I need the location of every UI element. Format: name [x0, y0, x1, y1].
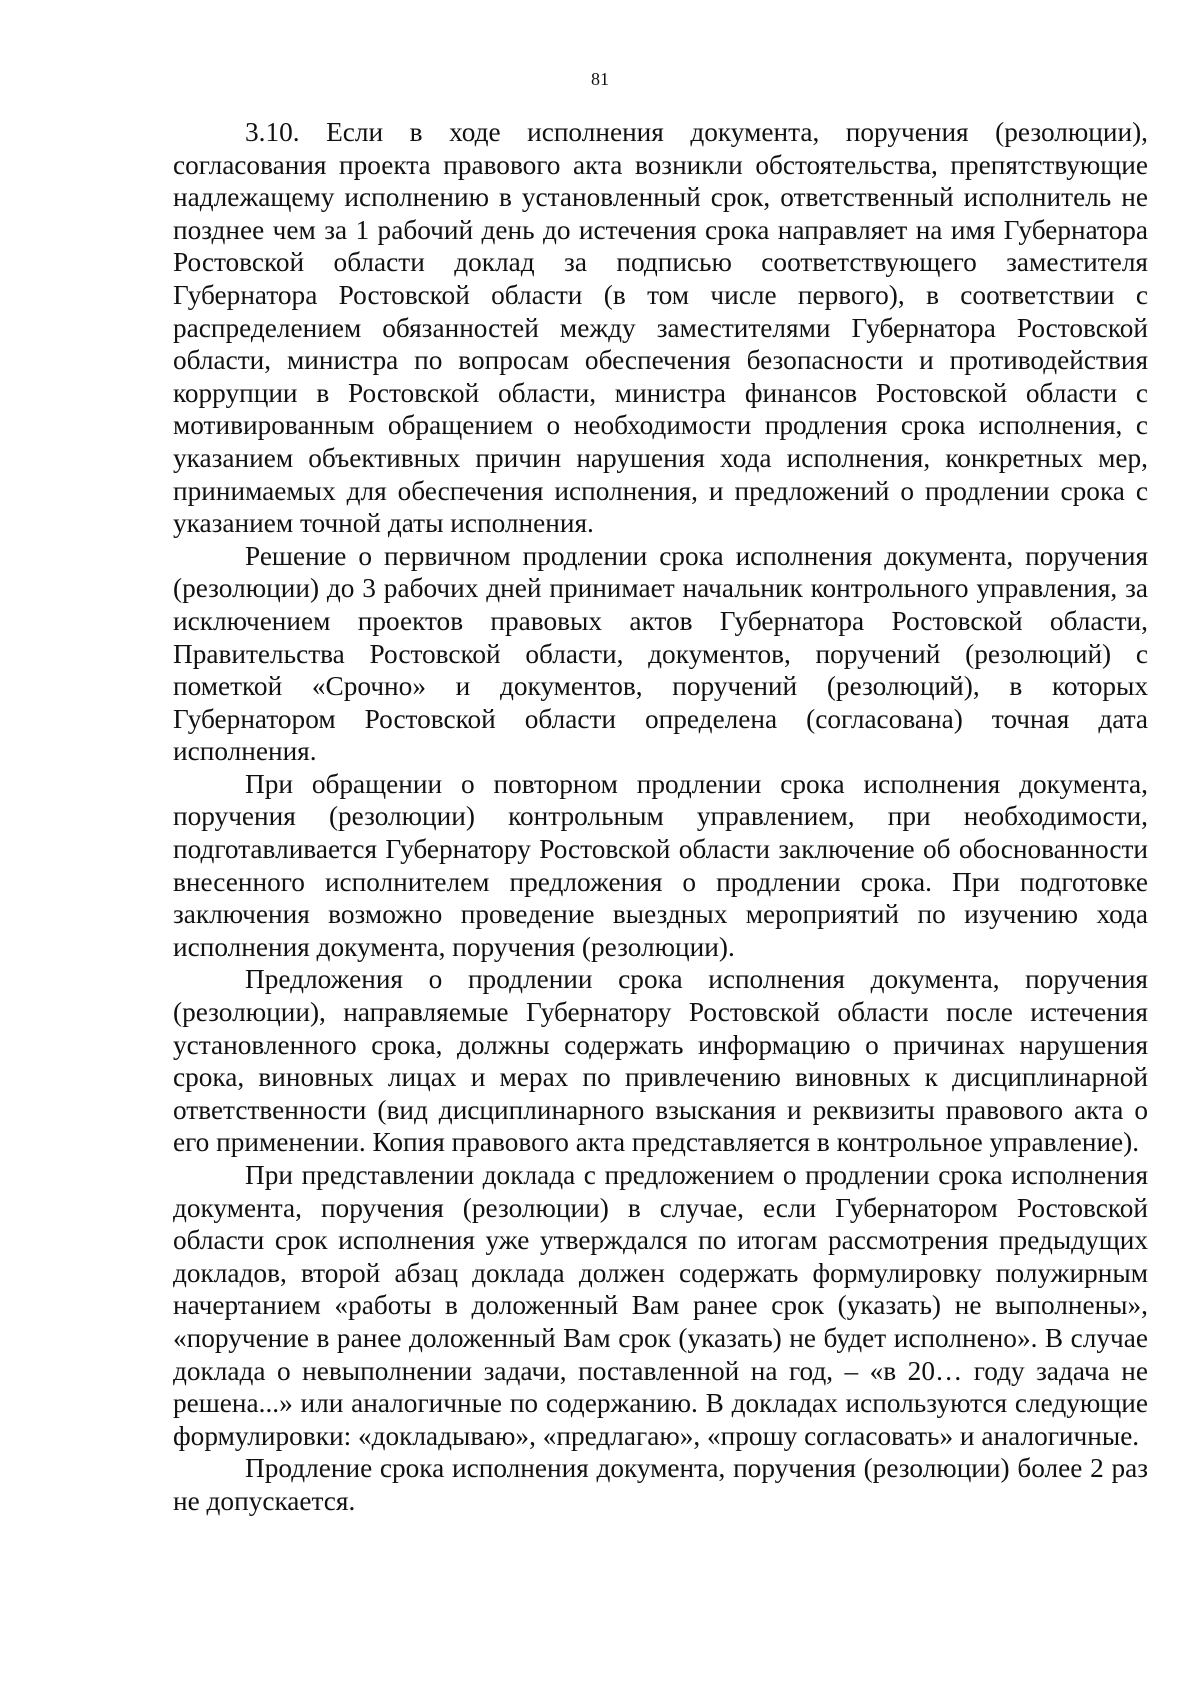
page-number: 81: [591, 69, 609, 89]
paragraph-3-10: 3.10. Если в ходе исполнения документа, поручения (резолюции), согласования проекта правового акта возникли обстоятельства, препятствующие надлежащему исполнению в установленный срок, ответственный исполнитель не позднее чем за 1 рабочий день до истечения срока направляет на имя Губернатора Ростовской области доклад за подписью соответствующего заместителя Губернатора Ростовской области (в том числе первого), в соответствии с распределением обязанностей между заместителями Губернатора Ростовской области, министра по вопросам обеспечения безопасности и противодействия коррупции в Ростовской области, министра финансов Ростовской области с мотивированным обращением о необходимости продления срока исполнения, с указанием объективных причин нарушения хода исполнения, конкретных мер, принимаемых для обеспечения исполнения, и предложений о продлении срока с указанием точной даты исполнения.: [173, 117, 1148, 539]
paragraph-report-wording: При представлении доклада с предложением о продлении срока исполнения документа, поручения (резолюции) в случае, если Губернатором Ростовской области срок исполнения уже утверждался по итогам рассмотрения предыдущих докладов, второй абзац доклада должен содержать формулировку полужирным начертанием «работы в доложенный Вам ранее срок (указать) не выполнены», «поручение в ранее доложенный Вам срок (указать) не будет исполнено». В случае доклада о невыполнении задачи, поставленной на год, – «в 20… году задача не решена...» или аналогичные по содержанию. В докладах используются следующие формулировки: «докладываю», «предлагаю», «прошу согласовать» и аналогичные.: [173, 1160, 1148, 1451]
paragraph-extension-limit: Продление срока исполнения документа, поручения (резолюции) более 2 раз не допускается.: [173, 1453, 1148, 1516]
document-body: [173, 116, 1148, 1518]
paragraph-primary-extension: Решение о первичном продлении срока исполнения документа, поручения (резолюции) до 3 рабочих дней принимает начальник контрольного управления, за исключением проектов правовых актов Губернатора Ростовской области, Правительства Ростовской области, документов, поручений (резолюций) с пометкой «Срочно» и документов, поручений (резолюций), в которых Губернатором Ростовской области определена (согласована) точная дата исполнения.: [173, 540, 1148, 767]
paragraph-overdue-proposals: Предложения о продлении срока исполнения документа, поручения (резолюции), направляемые Губернатору Ростовской области после истечения установленного срока, должны содержать информацию о причинах нарушения срока, виновных лицах и мерах по привлечению виновных к дисциплинарной ответственности (вид дисциплинарного взыскания и реквизиты правового акта о его применении. Копия правового акта представляется в контрольное управление).: [173, 964, 1148, 1158]
paragraph-repeated-extension: При обращении о повторном продлении срока исполнения документа, поручения (резолюции) контрольным управлением, при необходимости, подготавливается Губернатору Ростовской области заключение об обоснованности внесенного исполнителем предложения о продлении срока. При подготовке заключения возможно проведение выездных мероприятий по изучению хода исполнения документа, поручения (резолюции).: [173, 768, 1148, 962]
